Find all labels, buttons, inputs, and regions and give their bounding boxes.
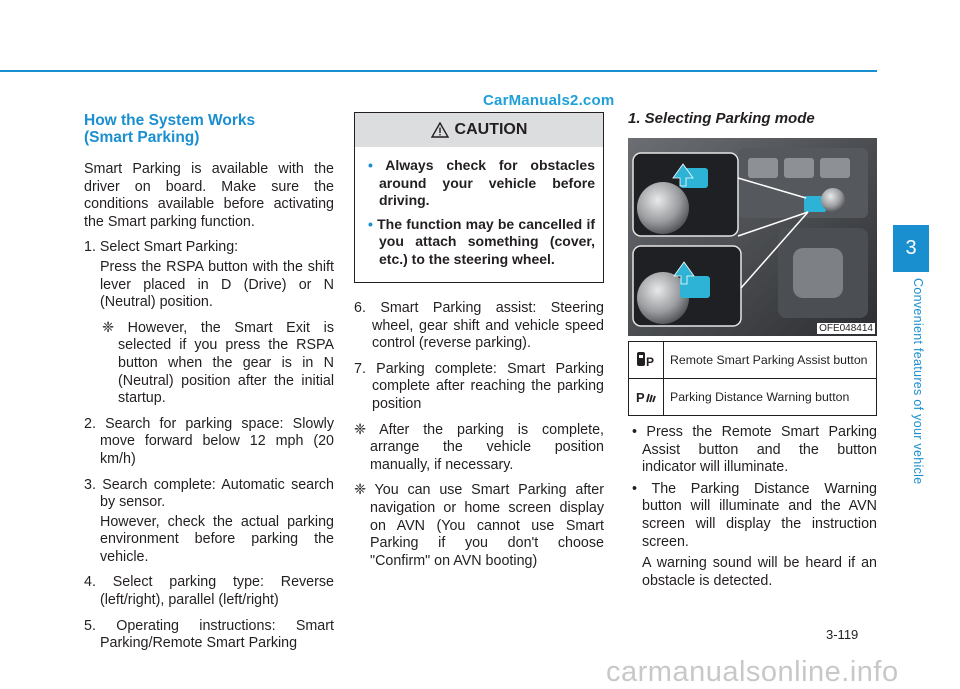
- chapter-title: Convenient features of your vehicle: [911, 278, 925, 485]
- column-middle: [354, 300, 604, 570]
- bullet-icon: •: [368, 157, 373, 173]
- column-right-text: [628, 424, 877, 590]
- step-3-body: However, check the actual parking environment before parking the vehicle.: [100, 513, 334, 565]
- note-1: [354, 422, 604, 475]
- caution-box: [354, 112, 604, 283]
- caution-item: [363, 157, 595, 210]
- caution-item-text: Always check for obstacles around your vehicle before driving.: [379, 157, 595, 208]
- heading-line-2: (Smart Parking): [84, 129, 200, 146]
- step-7: 7. Parking complete: Smart Parking complete after reaching the parking position: [354, 360, 604, 412]
- step-1-note: [84, 320, 334, 408]
- parking-distance-warning-icon: [634, 385, 658, 409]
- legend-icon-cell: [629, 342, 664, 378]
- button-legend: [628, 341, 877, 416]
- svg-text:P: P: [636, 390, 645, 405]
- bullet-icon: •: [368, 215, 373, 232]
- note-1-text: After the parking is complete, arrange the vehicle position manually, if necessary.: [370, 421, 605, 473]
- remote-smart-parking-icon: [634, 348, 658, 372]
- section-heading: [84, 112, 334, 146]
- subsection-title: 1. Selecting Parking mode: [628, 110, 815, 127]
- watermark-top[interactable]: CarManuals2.com: [483, 92, 615, 109]
- legend-row: [629, 378, 876, 415]
- warning-triangle-icon: [431, 122, 449, 138]
- note-mark-icon: ❈: [354, 421, 366, 438]
- svg-text:P: P: [646, 355, 655, 369]
- intro-paragraph: Smart Parking is available with the driver on board. Make sure the conditions available before activating the Smart parking function.: [84, 161, 334, 230]
- column-left: [84, 112, 334, 653]
- note-2: [354, 482, 604, 570]
- note-2-text: You can use Smart Parking after navigation or home screen display on AVN (You cannot use Smart Parking if you don't choose "Confirm" on AVN booting): [370, 482, 604, 569]
- caution-header: [355, 113, 603, 147]
- bullet-extra: A warning sound will be heard if an obstacle is detected.: [642, 555, 877, 589]
- bullet-text: Press the Remote Smart Parking Assist button and the button indicator will illuminate.: [642, 424, 877, 476]
- step-6: 6. Smart Parking assist: Steering wheel, gear shift and vehicle speed control (reverse parking).: [354, 300, 604, 352]
- heading-line-1: How the System Works: [84, 112, 256, 129]
- step-2: 2. Search for parking space: Slowly move forward below 12 mph (20 km/h): [84, 415, 334, 467]
- note-mark-icon: ❈: [102, 319, 114, 336]
- step-4: 4. Select parking type: Reverse (left/right), parallel (left/right): [84, 574, 334, 609]
- caution-item-text: The function may be cancelled if you attach something (cover, etc.) to the steering wheel.: [377, 215, 595, 267]
- legend-label: Remote Smart Parking Assist button: [670, 352, 868, 367]
- watermark-bottom[interactable]: carmanualsonline.info: [606, 656, 899, 688]
- caution-title: CAUTION: [454, 121, 528, 138]
- legend-label: Parking Distance Warning button: [670, 389, 850, 404]
- legend-icon-cell: [629, 379, 664, 415]
- caution-body: [355, 147, 603, 268]
- caution-item: [363, 216, 595, 269]
- bullet-item: [628, 481, 877, 551]
- step-1-body: Press the RSPA button with the shift lever placed in D (Drive) or N (Neutral) position.: [100, 258, 334, 311]
- note-mark-icon: ❈: [354, 482, 366, 499]
- step-3: 3. Search complete: Automatic search by sensor.: [84, 476, 334, 511]
- legend-row: [629, 342, 876, 378]
- bullet-text: The Parking Distance Warning button will illuminate and the AVN screen will display the instruction screen.: [642, 480, 878, 550]
- header-rule: [0, 70, 877, 72]
- step-5: 5. Operating instructions: Smart Parking/Remote Smart Parking: [84, 617, 334, 652]
- bullet-icon: •: [632, 480, 638, 497]
- console-illustration: [628, 138, 877, 336]
- step-1-note-text: However, the Smart Exit is selected if you press the RSPA button when the gear is in N (Neutral) position after the initial startup.: [118, 319, 334, 407]
- bullet-item: [628, 424, 877, 477]
- bullet-icon: •: [632, 424, 638, 440]
- console-figure: [628, 138, 877, 336]
- step-1-title: 1. Select Smart Parking:: [84, 239, 239, 256]
- figure-code: OFE048414: [819, 323, 873, 334]
- page-number: 3-119: [826, 627, 859, 642]
- chapter-tab: 3: [893, 225, 929, 272]
